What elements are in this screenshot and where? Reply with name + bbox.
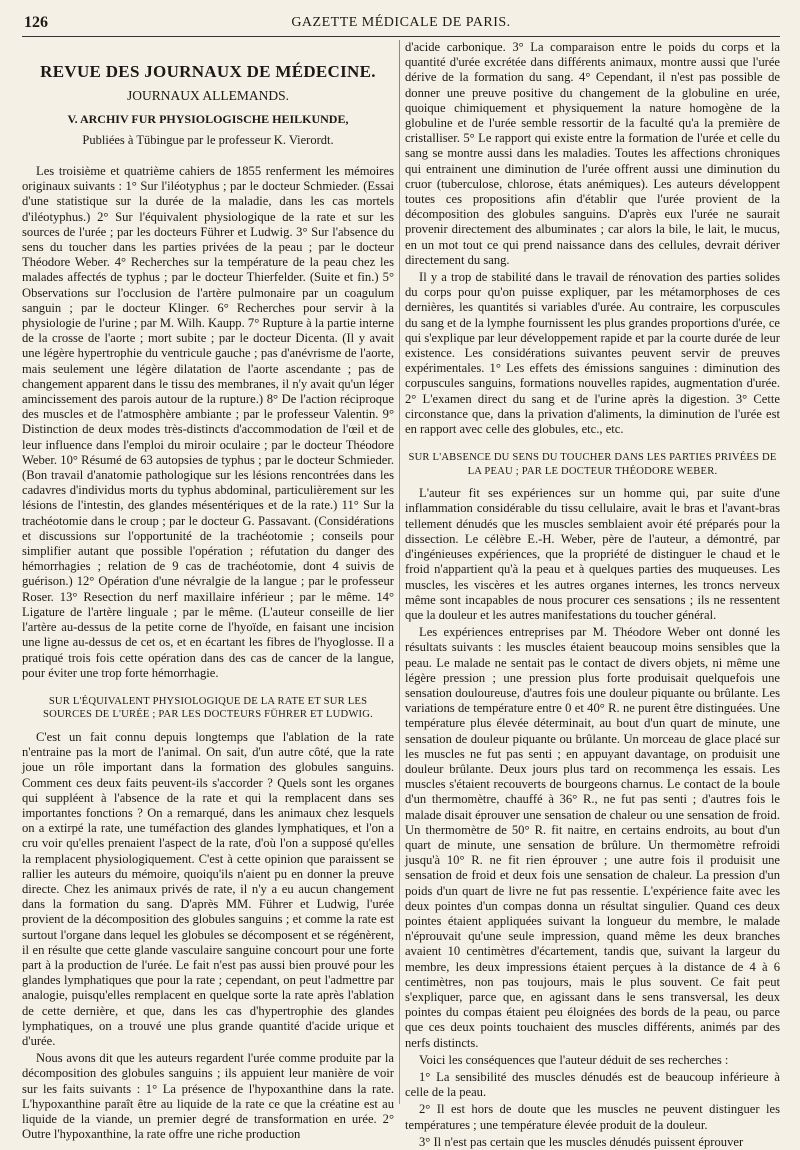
conclusions-intro: Voici les conséquences que l'auteur déduit de ses recherches : — [419, 1052, 729, 1067]
columns — [22, 40, 780, 1149]
journal-heading: V. ARCHIV FUR PHYSIOLOGISCHE HEILKUNDE, — [67, 112, 349, 126]
article-toucher-paragraph-2: Les expériences entreprises par M. Théodore Weber ont donné les résultats suivants : les muscles étaient beaucoup moins sensibles que la peau. Le malade ne sentait pas le contact de divers objets, ni même une légère pression ; une pression plus forte produisait quelquefois une sensation douloureuse, d'autres fois une douleur piquante ou brûlante. Les variations de température entre 0 et 40° R. ne purent être distinguées. Une température plus élevée déterminait, au bout d'un quart de minute, une sensation de douleur piquante ou brûlante. Un morceau de glace placé sur les muscles ne fut pas senti ; en appuyant davantage, on produisit une douleur brûlante. Deux jours plus tard on recommença les essais. Les muscles s'étaient recouverts de bourgeons charnus. Le contact de la boule d'un thermomètre, chauffé à 36° R., ne fut pas senti ; d'autres fois le malade disait éprouver une sensation de chaleur ou une sensation de froid. Un thermomètre de 50° R. fit naitre, en certains endroits, au bout d'un quart de minute, une sensation de brûlure. Un thermomètre refroidi jusqu'à 10° R. ne fit rien éprouver ; une autre fois il produisit une sensation de froid et deux fois une sensation de chaleur. La pression d'un poids d'un quart de livre ne fut pas ressentie. L'expérience faite avec les deux pointes d'un compas donna un résultat singulier. Quand ces deux pointes étaient appliquées suivant la longueur du membre, le malade n'éprouvait qu'une seule impression, quand même les deux branches avaient 10 centimètres d'écartement, tandis que, suivant la largeur du membre, les deux impressions étaient perçues à la distance de 4 à 6 centimètres, non pas toujours, mais le plus souvent. Ce fait peut s'expliquer, parce que, en agissant dans le sens transversal, les deux pointes du compas étaient peu éloignées des bords de la peau, ou parce que ces deux points touchaient des muscles différents, animés par des nerfs distincts. — [405, 625, 780, 1050]
journal-publisher: Publiées à Tübingue par le professeur K. Vierordt. — [82, 133, 334, 147]
article-heading-rate: SUR L'ÉQUIVALENT PHYSIOLOGIQUE DE LA RATE ET SUR LES SOURCES DE L'URÉE ; PAR LES DOCTEURS FÜHRER ET LUDWIG. — [43, 695, 373, 721]
intro-paragraph: Les troisième et quatrième cahiers de 1855 renferment les mémoires originaux suivants : 1° Sur l'iléotyphus ; par le docteur Schmieder. (Essai d'une statistique sur la durée de la maladie, dans les cas mortels d'iléotyphus.) 2° Sur l'équivalent physiologique de la rate et sur les sources de l'urée ; par les docteurs Führer et Ludwig. 3° Sur l'absence du sens du toucher dans les parties privées de la peau ; par le docteur Théodore Weber. 4° Recherches sur la température de la peau chez les malades affectés de typhus ; par le docteur Thierfelder. (Suite et fin.) 5° Observations sur l'occlusion de l'artère pulmonaire par un coagulum sanguin ; par le docteur Klinger. 6° Recherches pour servir à la physiologie de l'urine ; par M. Wilh. Kaupp. 7° Rupture à la partie interne de la crosse de l'aorte ; mort subite ; par le docteur Dicenta. (Il y avait une légère hypertrophie du ventricule gauche ; pas d'anévrisme de l'aorte, mais seulement une légère dilatation de l'aorte ascendante ; pas de changement apparent dans le tissu des membranes, il n'y avait qu'un léger amincissement des parois autour de la rupture.) 8° De l'action réciproque des muscles et de l'atmosphère ambiante ; par le professeur Valentin. 9° Distinction de deux modes très-distincts d'accommodation de l'œil et de leur influence dans l'emploi du miroir oculaire ; par le docteur Théodore Weber. 10° Résumé de 63 autopsies de typhus ; par le docteur Schmieder. (Bon travail d'anatomie pathologique sur les lésions rencontrées dans les cadavres d'individus morts du typhus abdominal, particulièrement sur les lésions de l'intestin, des glandes mésentériques et de la rate.) 11° Sur la trachéotomie dans le croup ; par le docteur G. Passavant. (Considérations et discussions sur l'opportunité de la trachéotomie ; conseils pour simplifier autant que possible l'opération ; réfutation du danger des hémorrhagies ; relation de 9 cas de trachéotomie, dont 4 suivis de guérison.) 12° Opération d'une névralgie de la langue ; par le professeur Roser. 13° Resection du nerf maxillaire inférieur ; par le même. 14° Ligature de l'artère linguale ; par le même. (L'auteur conseille de lier l'artère au-dessus de la petite corne de l'hyoïde, en faisant une incision une ligne au-dessus de cet os, et en écartant les fibres de l'hyoglosse. Il a pratiqué trois fois cette opération dans des cas de cancer de la langue, pour éviter une trop forte hémorrhagie. — [22, 164, 394, 680]
section-subtitle: JOURNAUX ALLEMANDS. — [126, 88, 289, 103]
continued-paragraph: d'acide carbonique. 3° La comparaison entre le poids du corps et la quantité d'urée excrétée dans différents animaux, montre aussi que l'urée dérive de la formation du sang. 4° Cependant, il n'est pas possible de donner une preuve positive du changement de la globuline en urée, quoique chimiquement et physiquement la nature homogène de la globuline et de l'urée semble ressortir de la faculté qu'a la première de cristalliser. 5° Le rapport qui existe entre la formation de l'urée et celle du sang se montre aussi dans les maladies. Toutes les affections chroniques qui entrainent une diminution de l'urée offrent aussi une diminution du cruor (tuberculose, chlorose, états anémiques). Les auteurs développent toutes ces propositions afin d'établir que l'urée provient de la décomposition des globules sanguins. D'après eux l'urée ne saurait provenir directement des albuminates ; car alors la bile, le lait, le mucus, en un mot tout ce qui prend naissance dans des cellules, devrait dériver directement du sang. — [405, 40, 780, 267]
stability-paragraph: Il y a trop de stabilité dans le travail de rénovation des parties solides du corps pour qu'on puisse expliquer, par les métamorphoses de ces dernières, les quantités si variables d'urée. Au contraire, les corpuscules du sang et de la lymphe fournissent les plus grandes proportions d'urée, ce qui s'explique par leur développement rapide et par la courte durée de leur existence. Les considérations suivantes peuvent servir de preuves expérimentales. 1° Les effets des émissions sanguines : diminution des corpuscules sanguins, formations nouvelles rapides, augmentation d'urée. 2° L'examen direct du sang et de l'urine après la digestion. 3° Cette circonstance que, dans la privation d'aliments, la diminution de l'urée est en rapport avec celle des globules, etc., etc. — [405, 270, 780, 437]
running-header — [22, 12, 780, 37]
article-heading-toucher: SUR L'ABSENCE DU SENS DU TOUCHER DANS LES PARTIES PRIVÉES DE LA PEAU ; PAR LE DOCTEUR THÉODORE WEBER. — [408, 452, 777, 477]
column-divider — [399, 40, 400, 1104]
left-column — [22, 40, 394, 1142]
conclusion-2: 2° Il est hors de doute que les muscles ne peuvent distinguer les températures ; une température élevée produit de la douleur. — [405, 1102, 780, 1132]
section-title: REVUE DES JOURNAUX DE MÉDECINE. — [40, 62, 376, 81]
page-number: 126 — [24, 14, 48, 31]
conclusion-1: 1° La sensibilité des muscles dénudés est de beaucoup inférieure à celle de la peau. — [405, 1070, 780, 1100]
running-title: GAZETTE MÉDICALE DE PARIS. — [291, 15, 511, 30]
article-toucher-paragraph-1: L'auteur fit ses expériences sur un homme qui, par suite d'une inflammation considérable du tissu cellulaire, avait le bras et l'avant-bras tellement dénudés que les muscles semblaient avoir été préparés pour la dissection. Le célèbre E.-H. Weber, père de l'auteur, a démontré, par d'ingénieuses expériences, que la propriété de distinguer le chaud et le froid n'appartient qu'à la peau et à quelques parties des muqueuses. Les muscles, les viscères et les autres organes internes, les troncs nerveux même sont incapables de nous procurer ces sensations ; ils ne ressentent que la douleur et les autres manifestations du toucher général. — [405, 486, 780, 622]
right-column — [405, 40, 780, 1149]
article-rate-paragraph-2: Nous avons dit que les auteurs regardent l'urée comme produite par la décomposition des globules sanguins ; ils appuient leur manière de voir sur les faits suivants : 1° La présence de l'hypoxanthine dans la rate. L'hypoxanthine paraît être au liquide de la rate ce que la créatine est au liquide de la viande, un premier degré de transformation en urée. 2° Outre l'hypoxanthine, la rate offre une riche production — [22, 1051, 394, 1142]
article-rate-paragraph-1: C'est un fait connu depuis longtemps que l'ablation de la rate n'entraine pas la mort de l'animal. On sait, d'un autre côté, que la rate joue un rôle important dans la formation des globules sanguins. Comment ces deux faits peuvent-ils s'accorder ? Quels sont les organes qui suppléent à l'absence de la rate et qui la remplacent dans ses importantes fonctions ? On a remarqué, dans les animaux chez lesquels on a extirpé la rate, une tuméfaction des glandes lymphatiques, et l'on a cru voir qu'elles prenaient l'aspect de la rate, d'où l'on a supposé qu'elles la remplacent physiologiquement. C'est à cette opinion que paraissent se rallier les auteurs du mémoire, quoiqu'ils n'aient pu en donner la preuve directe. Chez les animaux privés de rate, il n'y a eu aucun changement dans la formation du sang. D'après MM. Führer et Ludwig, l'urée provient de la décomposition des globules sanguins ; et comme la rate est surtout l'organe dans lequel les globules se décomposent et se régénèrent, il en résulte que cette glande vasculaire sanguine concourt pour une forte part à la production de l'urée. Le fait n'est pas aussi bien prouvé pour les glandes lymphatiques que pour la rate ; cependant, on peut l'admettre par analogie, puisqu'elles remplacent en quelque sorte la rate après l'ablation de cette dernière, et que, dans les cas d'hypertrophie des glandes lymphatiques, on a trouvé une plus grande quantité d'acide urique et d'urée. — [22, 729, 394, 1048]
conclusion-3: 3° Il n'est pas certain que les muscles dénudés puissent éprouver — [419, 1134, 744, 1149]
